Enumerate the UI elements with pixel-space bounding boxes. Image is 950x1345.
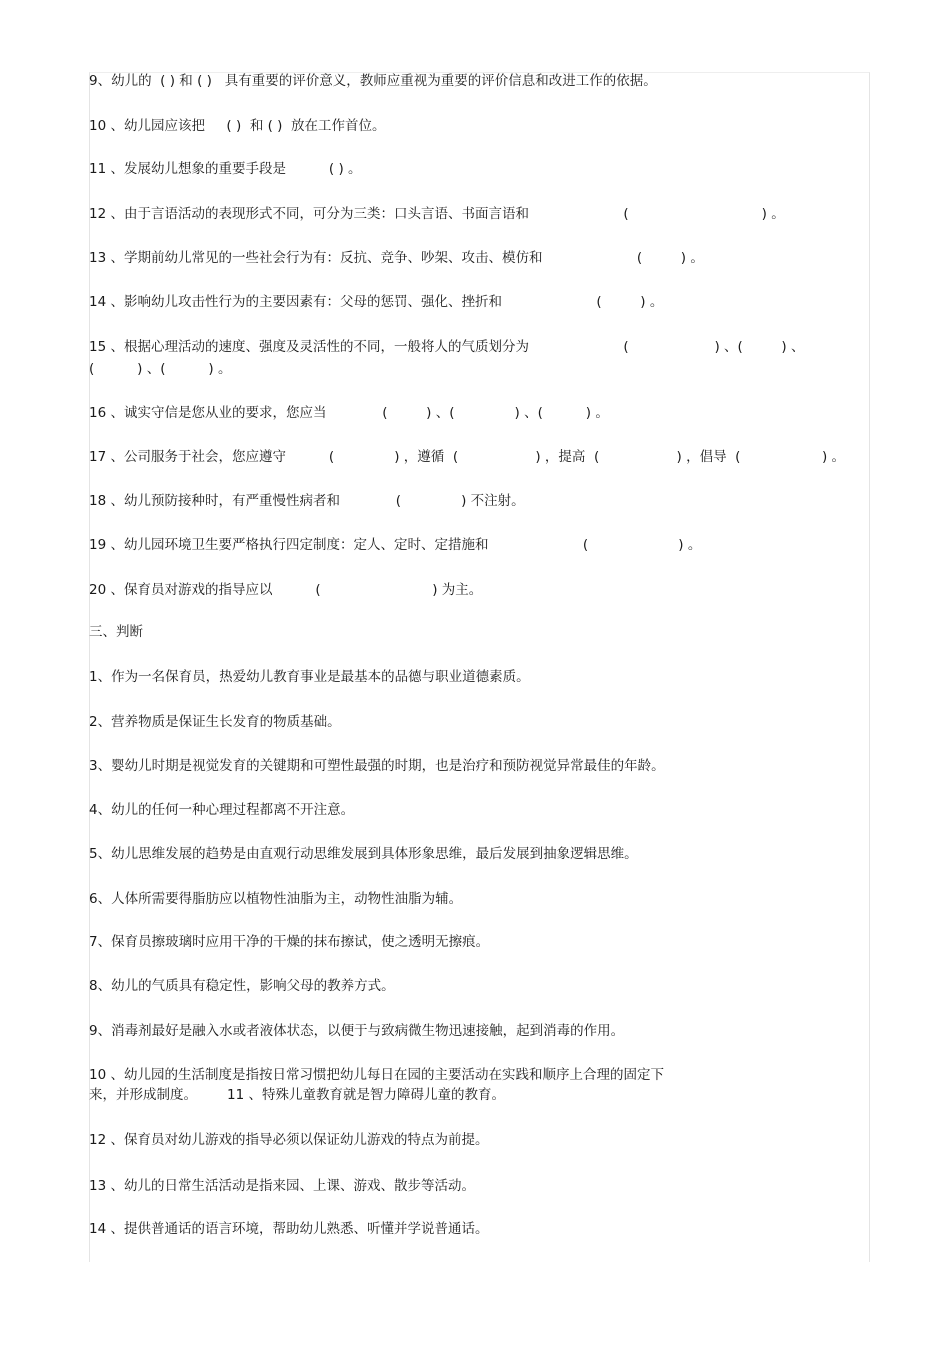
judgment-6: 6、人体所需要得脂肪应以植物性油脂为主，动物性油脂为辅。 [89, 891, 463, 907]
question-17: 17 、公司服务于社会，您应遵守 ( ) ，遵循 ( ) ，提高 ( ) ，倡导 ( ) 。 [89, 449, 846, 465]
question-19: 19 、幼儿园环境卫生要严格执行四定制度：定人、定时、定措施和 ( ) 。 [89, 537, 702, 553]
question-11: 11 、发展幼儿想象的重要手段是 ( ) 。 [89, 161, 362, 177]
judgment-4: 4、幼儿的任何一种心理过程都离不开注意。 [89, 802, 355, 818]
question-15-cont: ( ) 、( ) 。 [89, 361, 232, 377]
judgment-12: 12 、保育员对幼儿游戏的指导必须以保证幼儿游戏的特点为前提。 [89, 1132, 489, 1148]
judgment-10: 10 、幼儿园的生活制度是指按日常习惯把幼儿每日在园的主要活动在实践和顺序上合理的固定下 [89, 1067, 664, 1083]
question-12: 12 、由于言语活动的表现形式不同，可分为三类：口头言语、书面言语和 ( ) 。 [89, 206, 785, 222]
judgment-5: 5、幼儿思维发展的趋势是由直观行动思维发展到具体形象思维，最后发展到抽象逻辑思维。 [89, 846, 638, 862]
judgment-10-11: 来，并形成制度。 11 、特殊儿童教育就是智力障碍儿童的教育。 [89, 1087, 506, 1103]
judgment-14: 14 、提供普通话的语言环境，帮助幼儿熟悉、听懂并学说普通话。 [89, 1221, 489, 1237]
judgment-8: 8、幼儿的气质具有稳定性，影响父母的教养方式。 [89, 978, 395, 994]
question-18: 18 、幼儿预防接种时，有严重慢性病者和 ( ) 不注射。 [89, 493, 525, 509]
judgment-9: 9、消毒剂最好是融入水或者液体状态，以便于与致病微生物迅速接触，起到消毒的作用。 [89, 1023, 625, 1039]
judgment-7: 7、保育员擦玻璃时应用干净的干燥的抹布擦试，使之透明无擦痕。 [89, 934, 490, 950]
question-9: 9、幼儿的 ( ) 和 ( ) 具有重要的评价意义，教师应重视为重要的评价信息和改进工作的依据。 [89, 73, 657, 89]
judgment-2: 2、营养物质是保证生长发育的物质基础。 [89, 714, 341, 730]
question-15: 15 、根据心理活动的速度、强度及灵活性的不同，一般将人的气质划分为 ( ) 、( ) 、 [89, 339, 805, 355]
question-20: 20 、保育员对游戏的指导应以 ( ) 为主。 [89, 582, 483, 598]
question-16: 16 、诚实守信是您从业的要求，您应当 ( ) 、( ) 、( ) 。 [89, 405, 609, 421]
question-14: 14 、影响幼儿攻击性行为的主要因素有：父母的惩罚、强化、挫折和 ( ) 。 [89, 294, 664, 310]
judgment-3: 3、婴幼儿时期是视觉发育的关键期和可塑性最强的时期，也是治疗和预防视觉异常最佳的年龄。 [89, 758, 665, 774]
section-title: 三、判断 [89, 624, 143, 640]
question-10: 10 、幼儿园应该把 ( ) 和 ( ) 放在工作首位。 [89, 118, 386, 134]
question-13: 13 、学期前幼儿常见的一些社会行为有：反抗、竞争、吵架、攻击、模仿和 ( ) 。 [89, 250, 704, 266]
judgment-1: 1、作为一名保育员，热爱幼儿教育事业是最基本的品德与职业道德素质。 [89, 669, 530, 685]
judgment-13: 13 、幼儿的日常生活活动是指来园、上课、游戏、散步等活动。 [89, 1178, 475, 1194]
